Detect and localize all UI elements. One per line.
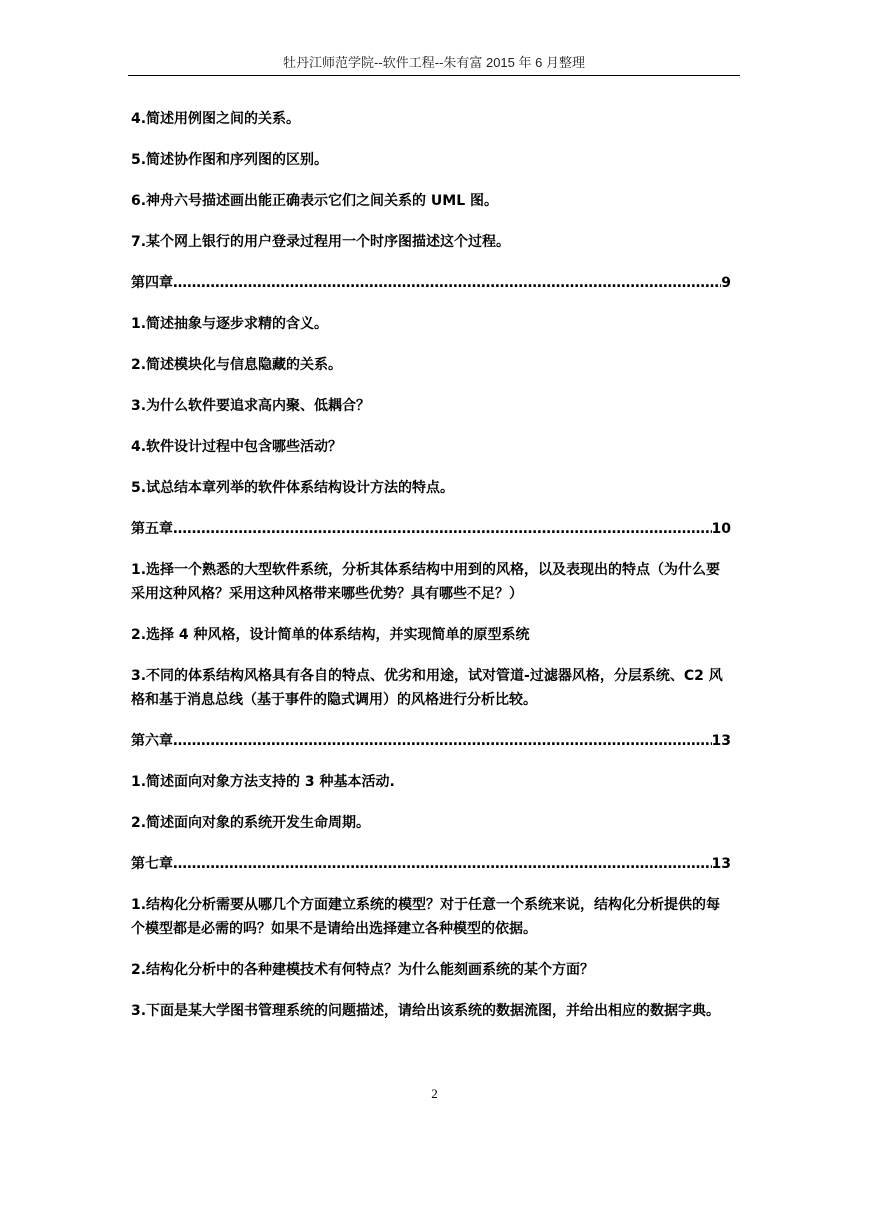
question-item: 7.某个网上银行的用户登录过程用一个时序图描述这个过程。 bbox=[131, 234, 511, 250]
question-item: 4.软件设计过程中包含哪些活动？ bbox=[131, 439, 343, 455]
question-item: 6.神舟六号描述画出能正确表示它们之间关系的 UML 图。 bbox=[131, 193, 499, 209]
question-item: 5.试总结本章列举的软件体系结构设计方法的特点。 bbox=[131, 480, 455, 496]
question-item: 1.选择一个熟悉的大型软件系统，分析其体系结构中用到的风格，以及表现出的特点（为什么要采用这种风格？采用这种风格带来哪些优势？具有哪些不足？） bbox=[131, 562, 721, 602]
toc-chapter-title: 第五章 bbox=[131, 521, 173, 537]
toc-page-number: 10 bbox=[711, 521, 731, 537]
question-item: 2.简述模块化与信息隐藏的关系。 bbox=[131, 357, 343, 373]
toc-entry bbox=[131, 271, 731, 295]
page-number: 2 bbox=[431, 1086, 438, 1101]
question-item: 3.不同的体系结构风格具有各自的特点、优劣和用途，试对管道-过滤器风格，分层系统、C2 风格和基于消息总线（基于事件的隐式调用）的风格进行分析比较。 bbox=[131, 668, 723, 708]
question-item: 5.简述协作图和序列图的区别。 bbox=[131, 152, 329, 168]
question-item: 2.结构化分析中的各种建模技术有何特点？为什么能刻画系统的某个方面？ bbox=[131, 962, 595, 978]
toc-chapter-title: 第四章 bbox=[131, 275, 173, 291]
question-item: 1.简述抽象与逐步求精的含义。 bbox=[131, 316, 329, 332]
toc-chapter-title: 第六章 bbox=[131, 733, 173, 749]
toc-leader-dots bbox=[173, 729, 712, 753]
toc-page-number: 13 bbox=[711, 733, 731, 749]
toc-entry bbox=[131, 729, 731, 753]
toc-leader-dots bbox=[173, 852, 712, 876]
document-body bbox=[131, 107, 731, 1040]
question-item: 3.为什么软件要追求高内聚、低耦合？ bbox=[131, 398, 371, 414]
toc-leader-dots bbox=[173, 271, 721, 295]
question-item: 1.简述面向对象方法支持的 3 种基本活动. bbox=[131, 774, 395, 790]
toc-entry bbox=[131, 517, 731, 541]
question-item: 2.选择 4 种风格，设计简单的体系结构，并实现简单的原型系统 bbox=[131, 627, 530, 643]
toc-leader-dots bbox=[173, 517, 712, 541]
toc-page-number: 13 bbox=[711, 856, 731, 872]
toc-chapter-title: 第七章 bbox=[131, 856, 173, 872]
header-divider bbox=[128, 75, 740, 76]
question-item: 4.简述用例图之间的关系。 bbox=[131, 111, 301, 127]
toc-entry bbox=[131, 852, 731, 876]
toc-page-number: 9 bbox=[721, 275, 731, 291]
question-item: 1.结构化分析需要从哪几个方面建立系统的模型？对于任意一个系统来说，结构化分析提供的每个模型都是必需的吗？如果不是请给出选择建立各种模型的依据。 bbox=[131, 897, 721, 937]
question-item: 3.下面是某大学图书管理系统的问题描述，请给出该系统的数据流图，并给出相应的数据字典。 bbox=[131, 1003, 721, 1019]
page-header: 牡丹江师范学院--软件工程--朱有富 2015 年 6 月整理 bbox=[283, 55, 585, 70]
question-item: 2.简述面向对象的系统开发生命周期。 bbox=[131, 815, 371, 831]
